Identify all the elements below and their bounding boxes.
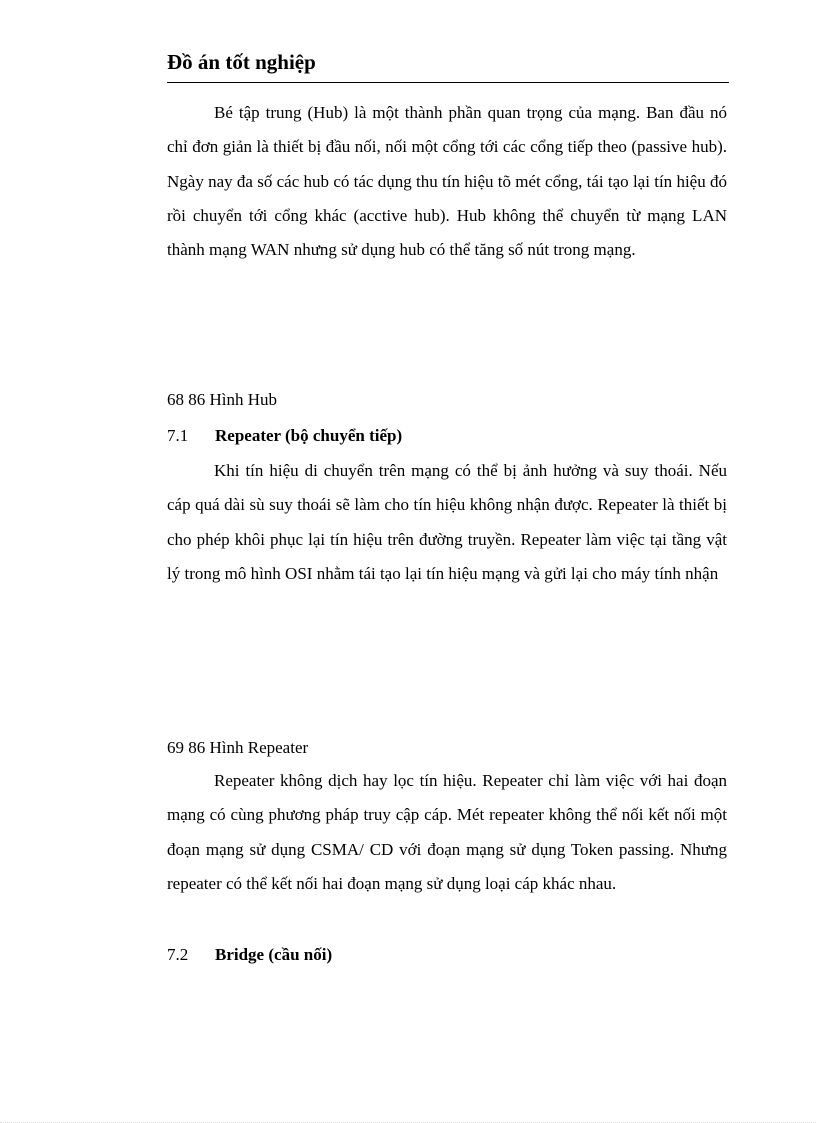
paragraph-repeater-detail-text: Repeater không dịch hay lọc tín hiệu. Repeater chỉ làm việc với hai đoạn mạng có cùng phương pháp truy cập cáp. Mét repeater không thể nối kết nối một đoạn mạng sử dụng CSMA/ CD với đoạn mạng sử dụng Token passing. Nhưng repeater có thể kết nối hai đoạn mạng sử dụng loại cáp khác nhau. bbox=[167, 771, 727, 893]
figure-caption-hub: 68 86 Hình Hub bbox=[167, 390, 278, 409]
section-number: 7.1 bbox=[167, 426, 189, 445]
section-heading-repeater bbox=[167, 426, 402, 446]
header-divider bbox=[167, 82, 729, 83]
paragraph-repeater-intro bbox=[167, 454, 727, 591]
paragraph-hub bbox=[167, 96, 727, 267]
paragraph-hub-text: Bé tập trung (Hub) là một thành phần quan trọng của mạng. Ban đầu nó chỉ đơn giản là thiết bị đầu nối, nối một cổng tới các cổng tiếp theo (passive hub). Ngày nay đa số các hub có tác dụng thu tín hiệu tõ mét cổng, tái tạo lại tín hiệu đó rồi chuyển tới cổng khác (acctive hub). Hub không thể chuyển từ mạng LAN thành mạng WAN nhưng sử dụng hub có thể tăng số nút trong mạng. bbox=[167, 103, 727, 260]
section-title: Bridge (cầu nối) bbox=[215, 945, 333, 964]
paragraph-repeater-detail bbox=[167, 764, 727, 901]
page-header-title: Đồ án tốt nghiệp bbox=[167, 50, 316, 74]
paragraph-repeater-intro-text: Khi tín hiệu di chuyển trên mạng có thể bị ảnh hưởng và suy thoái. Nếu cáp quá dài sù suy thoái sẽ làm cho tín hiệu không nhận được. Repeater là thiết bị cho phép khôi phục lại tín hiệu trên đường truyền. Repeater làm việc tại tầng vật lý trong mô hình OSI nhằm tái tạo lại tín hiệu mạng và gửi lại cho máy tính nhận bbox=[167, 461, 727, 583]
section-number: 7.2 bbox=[167, 945, 189, 964]
figure-caption-repeater: 69 86 Hình Repeater bbox=[167, 738, 309, 757]
section-heading-bridge bbox=[167, 945, 332, 965]
section-title: Repeater (bộ chuyển tiếp) bbox=[215, 426, 403, 445]
